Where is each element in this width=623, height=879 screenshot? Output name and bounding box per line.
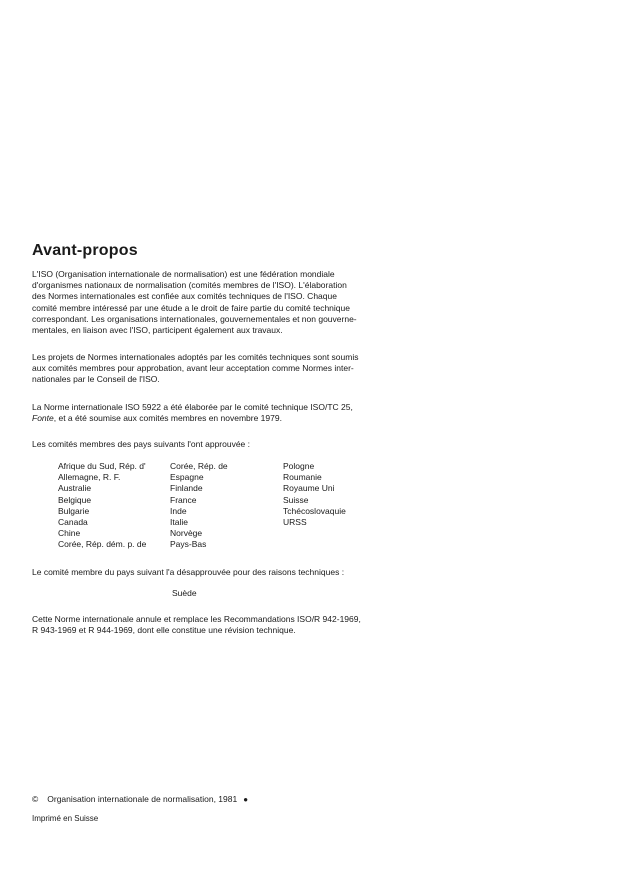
country-name: Inde: [170, 505, 187, 516]
text-fragment: , et a été soumise aux comités membres en novembre 1979.: [53, 413, 282, 424]
text-line: L'ISO (Organisation internationale de normalisation) est une fédération mondiale: [32, 269, 335, 279]
country-name: Canada: [58, 517, 88, 528]
country-name: Suisse: [283, 494, 309, 505]
text-line: mentales, en liaison avec l'ISO, participent également aux travaux.: [32, 325, 283, 336]
paragraph-disapproval-intro: [32, 567, 382, 578]
country-name: Roumanie: [283, 472, 322, 483]
text-line: aux comités membres pour approbation, avant leur acceptation comme Normes inter-: [32, 363, 354, 374]
page-title: Avant-propos: [32, 242, 138, 259]
copyright-line: [32, 794, 248, 805]
country-name: Royaume Uni: [283, 483, 335, 494]
country-name: Corée, Rép. de: [170, 461, 228, 471]
country-name: Bulgarie: [58, 505, 90, 516]
country-name: Pologne: [283, 461, 315, 471]
country-name: Espagne: [170, 472, 204, 483]
text-line: comité membre intéressé par une étude a le droit de faire partie du comité technique: [32, 302, 350, 313]
country-name: Corée, Rép. dém. p. de: [58, 539, 147, 550]
country-name: Pays-Bas: [170, 539, 207, 550]
paragraph-approval-intro: [32, 439, 382, 450]
country-name: Chine: [58, 528, 81, 539]
text-line: nationales par le Conseil de l'ISO.: [32, 374, 160, 385]
text-line: Le comité membre du pays suivant l'a désapprouvée pour des raisons techniques :: [32, 567, 345, 577]
country-name: Tchécoslovaquie: [283, 505, 346, 516]
committee-name: Fonte: [32, 413, 54, 424]
text-line: correspondant. Les organisations internationales, gouvernementales et non gouverne-: [32, 313, 357, 324]
text-line: [32, 413, 382, 424]
country-name: URSS: [283, 517, 307, 528]
country-name: Italie: [170, 517, 188, 528]
text-line: Les comités membres des pays suivants l'ont approuvée :: [32, 439, 251, 449]
country-name: Finlande: [170, 483, 203, 494]
copyright-icon: ©: [32, 794, 39, 804]
country-name: Afrique du Sud, Rép. d': [58, 461, 146, 471]
text-line: La Norme internationale ISO 5922 a été élaborée par le comité technique ISO/TC 25,: [32, 402, 353, 412]
country-name: Norvège: [170, 528, 203, 539]
country-name: Australie: [58, 483, 92, 494]
country-column-3: [283, 461, 346, 528]
country-column-1: [58, 461, 146, 551]
text-line: d'organismes nationaux de normalisation (comités membres de l'ISO). L'élaboration: [32, 280, 347, 291]
paragraph-replaces: [32, 614, 382, 636]
text-line: Les projets de Normes internationales adoptés par les comités techniques sont soumis: [32, 352, 359, 362]
country-name: Belgique: [58, 494, 92, 505]
text-line: des Normes internationales est confiée aux comités techniques de l'ISO. Chaque: [32, 291, 337, 302]
printed-in: Imprimé en Suisse: [32, 814, 99, 823]
paragraph-draft-approval: [32, 352, 382, 386]
country-column-2: [170, 461, 228, 551]
text-line: R 943-1969 et R 944-1969, dont elle constitue une révision technique.: [32, 625, 296, 636]
copyright-text: Organisation internationale de normalisation, 1981: [47, 794, 238, 804]
bullet-icon: ●: [243, 795, 249, 804]
paragraph-iso-description: [32, 269, 382, 336]
country-name: France: [170, 494, 197, 505]
disapproving-country: Suède: [172, 588, 197, 598]
paragraph-standard-origin: [32, 402, 382, 424]
text-line: Cette Norme internationale annule et remplace les Recommandations ISO/R 942-1969,: [32, 614, 361, 624]
country-name: Allemagne, R. F.: [58, 472, 121, 483]
